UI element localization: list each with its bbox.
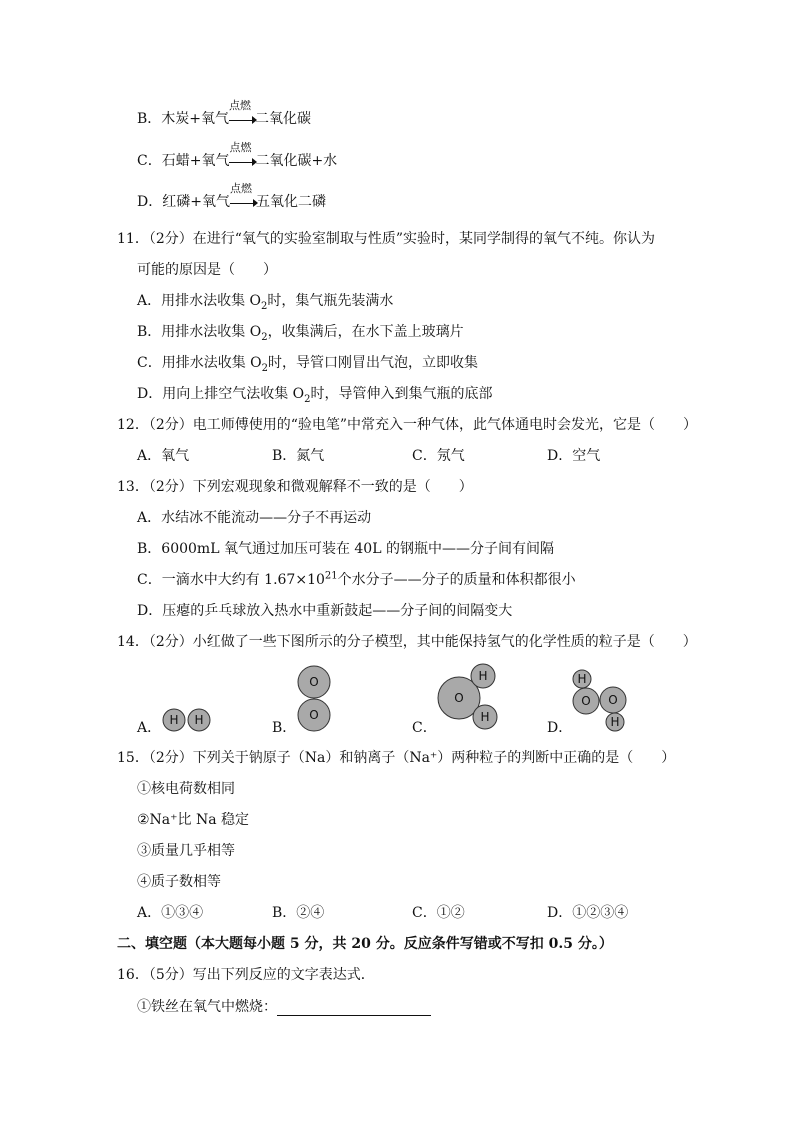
- q12-stem: 12．（2分）电工师傅使用的“验电笔”中常充入一种气体，此气体通电时会发光，它是（ ）: [117, 417, 698, 433]
- q15-item-3: ③质量几乎相等: [137, 843, 235, 859]
- q14-label-a: A．: [137, 720, 162, 736]
- option-text: A．用排水法收集 O: [137, 293, 262, 309]
- q11-option-c: [137, 354, 478, 372]
- option-text: C．用排水法收集 O: [137, 355, 262, 371]
- atom-label: H: [478, 669, 488, 683]
- option-text: 时，导管口刚冒出气泡，立即收集: [268, 355, 479, 371]
- reaction-arrow: [229, 141, 255, 170]
- atom-label: H: [577, 672, 587, 686]
- q10-option-c: [137, 141, 338, 170]
- q15-item-1: ①核电荷数相同: [137, 781, 235, 797]
- option-label: D．: [137, 194, 163, 210]
- q15-option-b: B．②④: [272, 905, 325, 921]
- q16-item-1: [137, 998, 431, 1016]
- q15-option-a: A．①③④: [137, 905, 204, 921]
- option-text: 时，导管伸入到集气瓶的底部: [310, 386, 493, 402]
- q12-option-b: B．氮气: [272, 448, 325, 464]
- q12-option-d: D．空气: [547, 448, 601, 464]
- q15-stem: 15．（2分）下列关于钠原子（Na）和钠离子（Na⁺）两种粒子的判断中正确的是（ ）: [117, 750, 676, 766]
- molecule-d-hydrogen-peroxide: [573, 670, 626, 731]
- atom-label: H: [610, 715, 620, 729]
- q11-stem-line1: 11．（2分）在进行“氧气的实验室制取与性质”实验时，某同学制得的氧气不纯。你认为: [117, 231, 656, 247]
- reactants: 石蜡+氧气: [161, 153, 230, 169]
- option-text: 时，集气瓶先装满水: [267, 293, 394, 309]
- subscript: 2: [261, 300, 268, 312]
- q10-option-b: [137, 99, 312, 128]
- atom-label: H: [169, 713, 179, 727]
- option-text: D．用向上排空气法收集 O: [137, 386, 305, 402]
- option-text: ，收集满后，在水下盖上玻璃片: [267, 324, 464, 340]
- q16-stem: 16．（5分）写出下列反应的文字表达式．: [117, 967, 375, 983]
- reaction-condition: 点燃: [229, 141, 252, 154]
- atom-label: H: [194, 713, 204, 727]
- subscript: 2: [261, 331, 268, 343]
- reactants: 红磷+氧气: [162, 194, 230, 210]
- q10-option-d: [137, 182, 326, 211]
- reaction-condition: 点燃: [229, 182, 252, 195]
- molecule-c-water: [438, 664, 497, 729]
- option-text: B．用排水法收集 O: [137, 324, 262, 340]
- section-heading-fill-in: 二、填空题（本大题每小题 5 分，共 20 分。反应条件写错或不写扣 0.5 分。）: [117, 936, 613, 952]
- q11-option-a: [137, 292, 393, 310]
- q12-option-c: C．氖气: [412, 448, 465, 464]
- q13-option-c: [137, 571, 576, 589]
- q11-option-b: [137, 323, 464, 341]
- atom-label: O: [581, 694, 591, 708]
- atom-label: O: [309, 708, 319, 722]
- atom-label: O: [309, 675, 319, 689]
- molecule-models: [0, 655, 794, 755]
- products: 二氧化碳: [255, 111, 312, 127]
- q15-option-d: D．①②③④: [547, 905, 629, 921]
- reaction-condition: 点燃: [229, 99, 252, 112]
- reaction-arrow: [229, 182, 256, 211]
- subscript: 2: [304, 393, 311, 405]
- option-label: B．: [137, 111, 162, 127]
- q15-item-2: ②Na⁺比 Na 稳定: [137, 812, 250, 828]
- q11-stem-line2: 可能的原因是（ ）: [137, 262, 277, 278]
- option-label: C．: [137, 153, 162, 169]
- products: 二氧化碳+水: [255, 153, 338, 169]
- products: 五氧化二磷: [255, 194, 326, 210]
- q13-option-d: D．压瘪的乒乓球放入热水中重新鼓起——分子间的间隔变大: [137, 603, 513, 619]
- q14-label-c: C．: [412, 720, 437, 736]
- q13-option-b: B．6000mL 氧气通过加压可装在 40L 的钢瓶中——分子间有间隔: [137, 541, 554, 557]
- q11-option-d: [137, 385, 493, 403]
- q13-stem: 13．（2分）下列宏观现象和微观解释不一致的是（ ）: [117, 479, 473, 495]
- option-text: 个水分子——分子的质量和体积都很小: [337, 572, 576, 588]
- superscript: 21: [324, 570, 338, 582]
- q15-option-c: C．①②: [412, 905, 465, 921]
- atom-label: O: [608, 693, 618, 707]
- q13-option-a: A．水结冰不能流动——分子不再运动: [137, 510, 372, 526]
- answer-blank[interactable]: [277, 1001, 431, 1016]
- molecule-b-oxygen: [298, 666, 330, 731]
- q15-item-4: ④质子数相等: [137, 874, 221, 890]
- q14-stem: 14．（2分）小红做了一些下图所示的分子模型，其中能保持氢气的化学性质的粒子是（ ）: [117, 634, 697, 650]
- reaction-arrow: [229, 99, 255, 128]
- subscript: 2: [261, 362, 269, 374]
- option-text: C．一滴水中大约有 1.67×10: [137, 572, 325, 588]
- q12-option-a: A．氧气: [137, 448, 190, 464]
- q14-label-d: D．: [547, 720, 573, 736]
- atom-label: H: [480, 710, 490, 724]
- molecule-a-hydrogen: [163, 709, 210, 731]
- q14-label-b: B．: [272, 720, 297, 736]
- item-text: ①铁丝在氧气中燃烧：: [137, 999, 277, 1015]
- atom-label: O: [454, 691, 464, 705]
- reactants: 木炭+氧气: [161, 111, 230, 127]
